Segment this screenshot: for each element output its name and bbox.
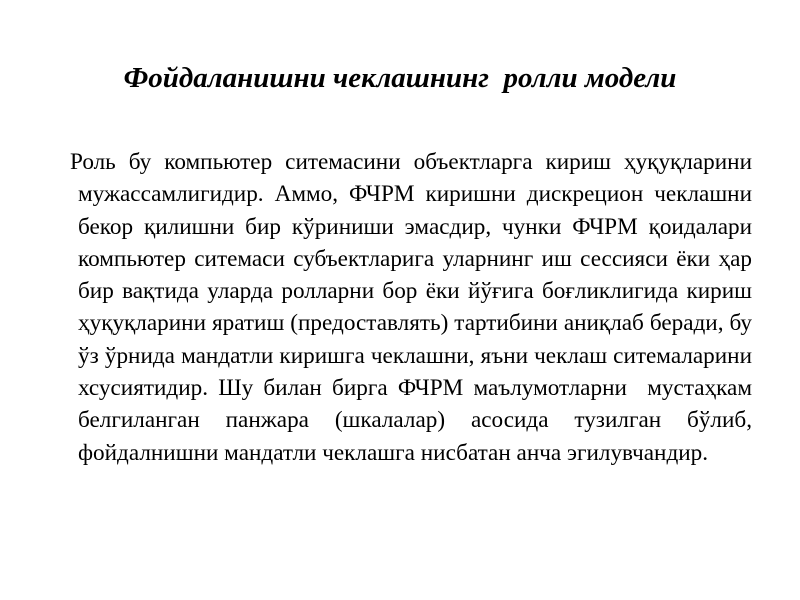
slide-body-text: Роль бу компьютер ситемасини объектларга кириш ҳуқуқларини мужассамлигидир. Аммо, ФЧРМ киришни дискрецион чеклашни бекор қилишни бир кўриниши эмасдир, чунки ФЧРМ қоидалари компьютер ситемаси субъектларига уларнинг иш сессияси ёки ҳар бир вақтида уларда ролларни бор ёки йўғига боғликлигида кириш ҳуқуқларини яратиш (предоставлять) тартибини аниқлаб беради, бу ўз ўрнида мандатли киришга чеклашни, яъни чеклаш ситемаларини хсусиятидир. Шу билан бирга ФЧРМ маълумотларни мустаҳкам белгиланган панжара (шкалалар) асосида тузилган бўлиб, фойдалнишни мандатли чеклашга нисбатан анча эгилувчандир. xyxy=(70,149,758,466)
slide-title: Фойдаланишни чеклашнинг ролли модели xyxy=(123,62,677,94)
